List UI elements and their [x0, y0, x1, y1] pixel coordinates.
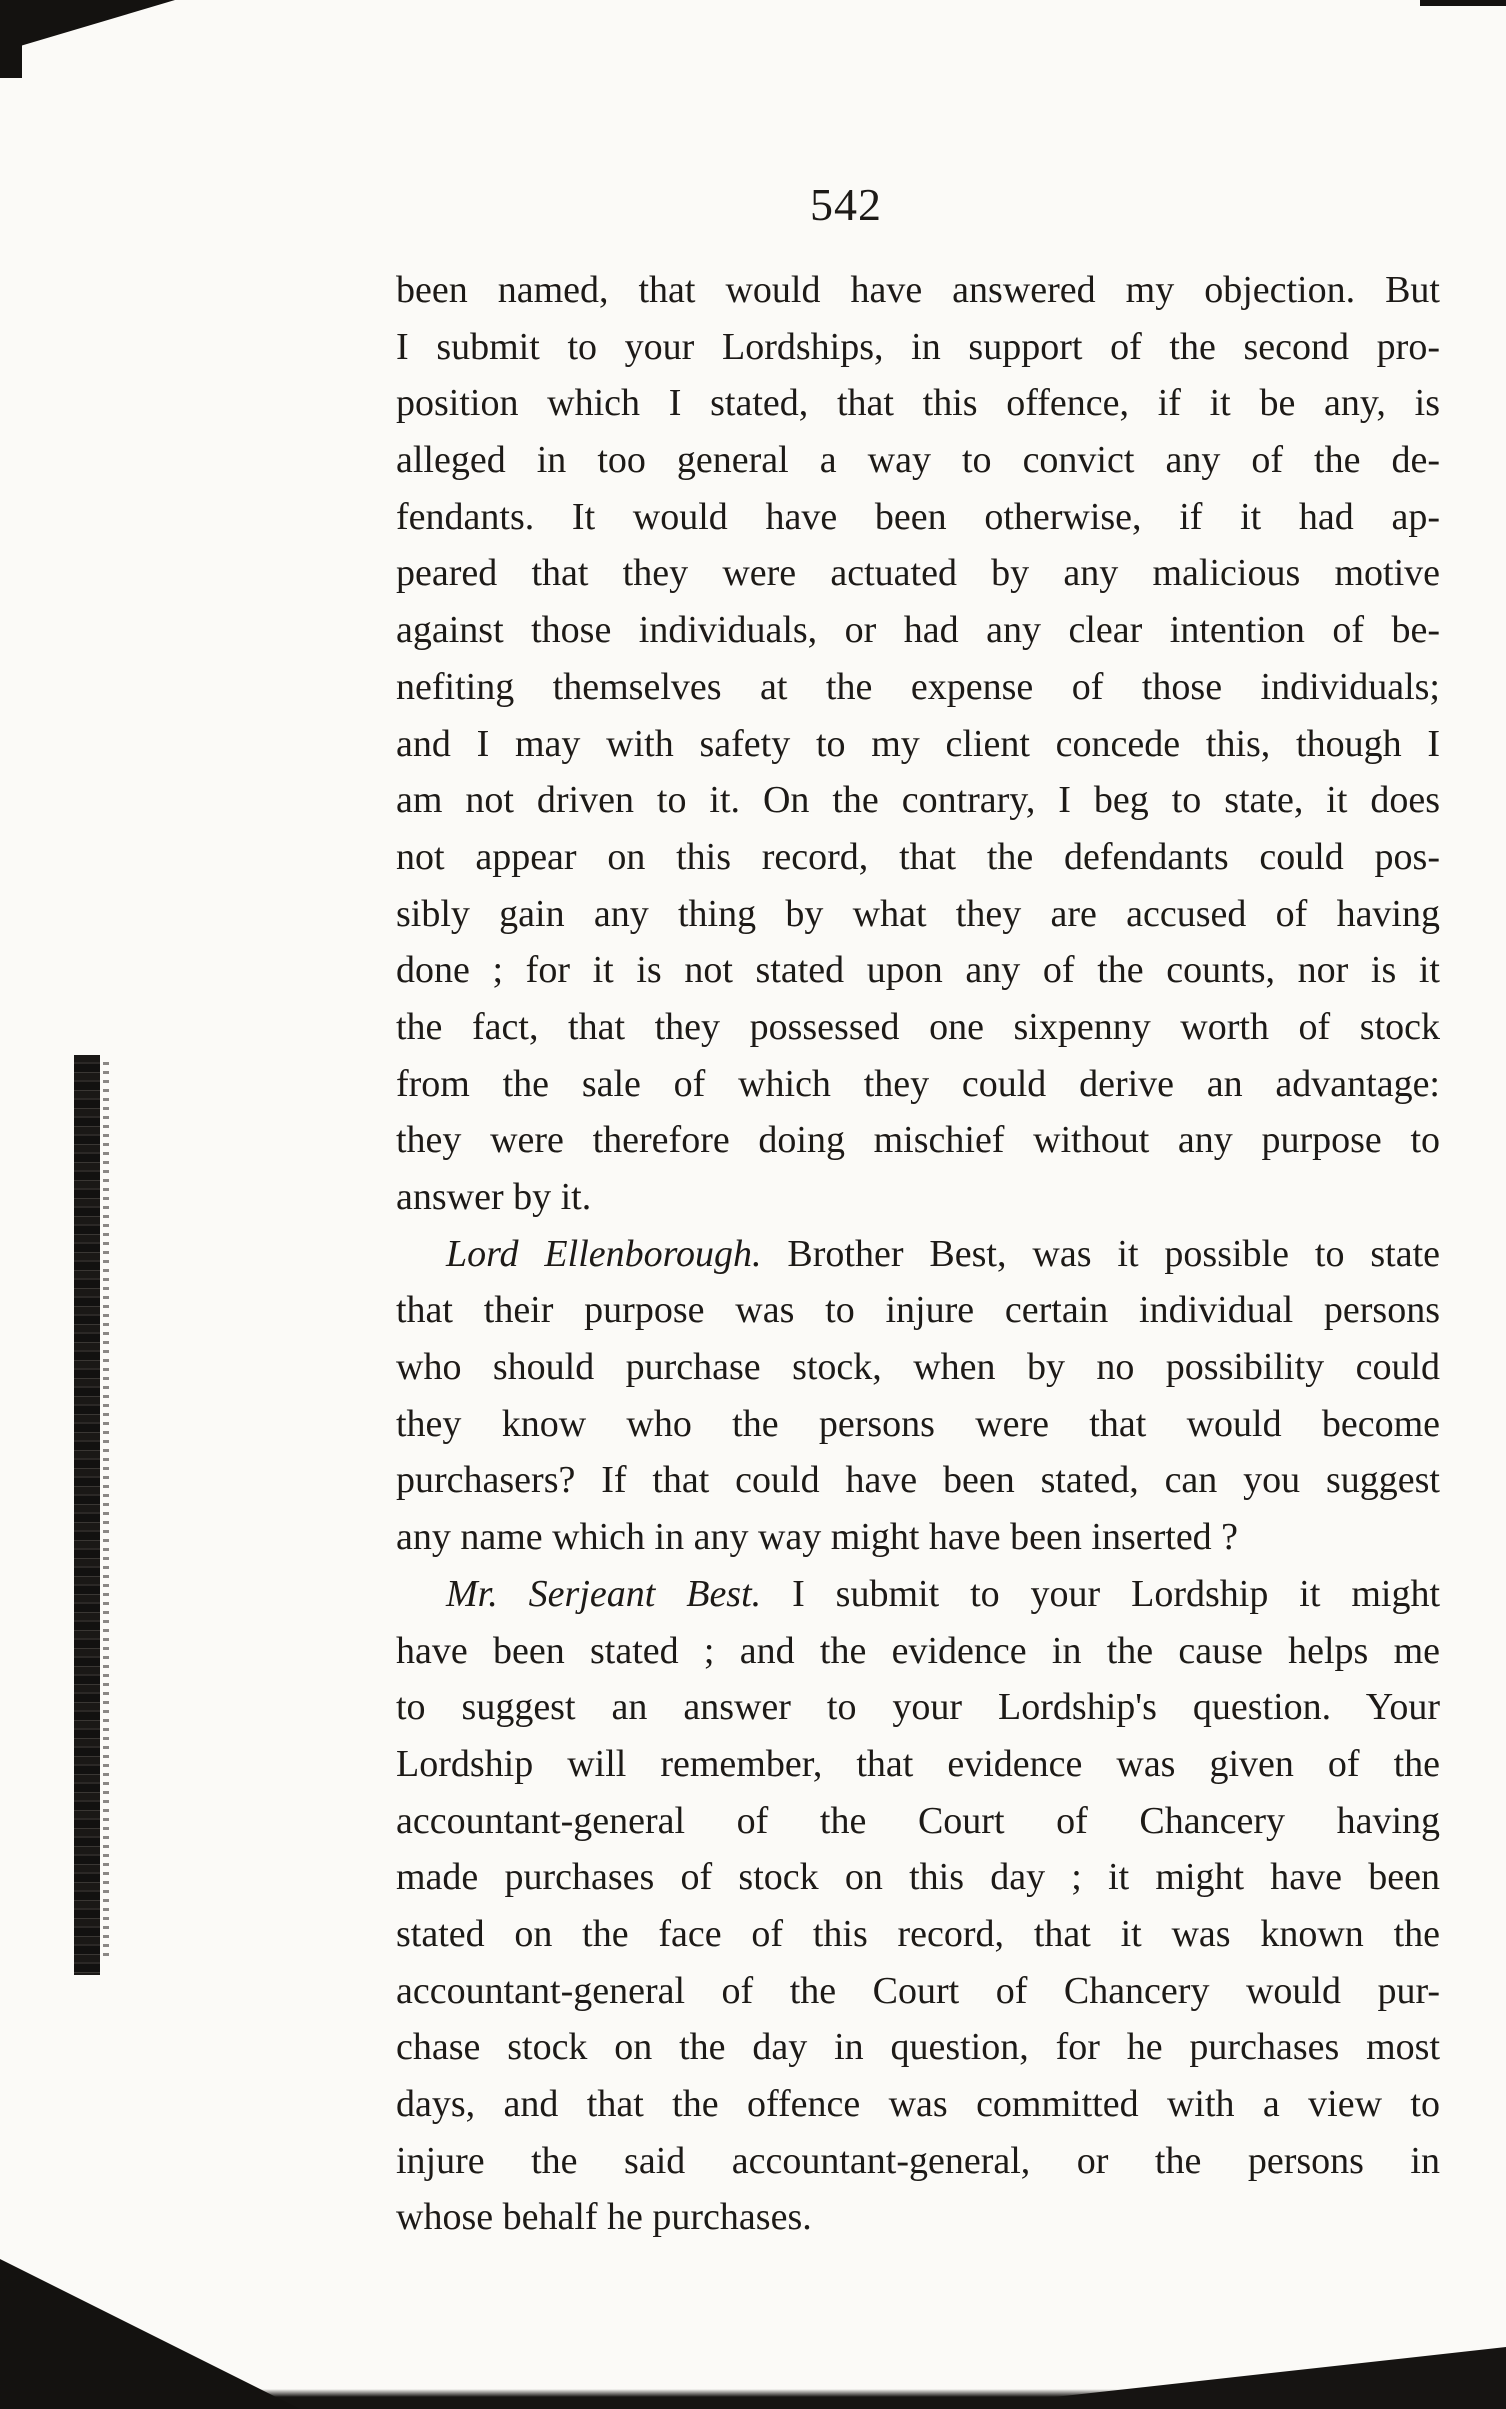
speaker-name: Lord Ellenborough.	[446, 1232, 762, 1275]
text-line: who should purchase stock, when by no possibility could	[396, 1346, 1440, 1389]
text-line: and I may with safety to my client concede this, though I	[396, 722, 1440, 765]
scan-edge-top-left	[0, 0, 175, 52]
text-line: done ; for it is not stated upon any of the counts, nor is it	[396, 949, 1440, 992]
text-line: answer by it.	[396, 1176, 592, 1218]
text-line: peared that they were actuated by any malicious motive	[396, 552, 1440, 595]
text-line: that their purpose was to injure certain individual persons	[396, 1289, 1440, 1332]
text-line: they know who the persons were that would become	[396, 1402, 1440, 1445]
text-line: they were therefore doing mischief without any purpose to	[396, 1119, 1440, 1162]
scan-edge-left-top	[0, 0, 22, 78]
text-line	[396, 1566, 1440, 1623]
paragraph-lord-ellenborough	[396, 1226, 1440, 1566]
text-line: sibly gain any thing by what they are accused of having	[396, 892, 1440, 935]
text-line: made purchases of stock on this day ; it might have been	[396, 1856, 1440, 1899]
text-line	[396, 1226, 1440, 1283]
text-line: am not driven to it. On the contrary, I beg to state, it does	[396, 779, 1440, 822]
text-line: the fact, that they possessed one sixpenny worth of stock	[396, 1005, 1440, 1048]
text-line: accountant-general of the Court of Chancery would pur-	[396, 1969, 1440, 2012]
text-line: Lordship will remember, that evidence was given of the	[396, 1742, 1440, 1785]
text-line: I submit to your Lordships, in support of the second pro-	[396, 325, 1440, 368]
text-line: not appear on this record, that the defendants could pos-	[396, 835, 1440, 878]
text-line: position which I stated, that this offence, if it be any, is	[396, 382, 1440, 425]
page-body	[396, 262, 1440, 2246]
text-line: purchasers? If that could have been stated, can you suggest	[396, 1459, 1440, 1502]
speaker-name: Mr. Serjeant Best.	[446, 1572, 762, 1615]
speech-opening: I submit to your Lordship it might	[792, 1572, 1441, 1615]
scan-edge-top-right	[1420, 0, 1506, 16]
paragraph-serjeant-best	[396, 1566, 1440, 2246]
page-number: 542	[810, 179, 882, 230]
book-binding-edge	[74, 1055, 100, 1975]
text-line: stated on the face of this record, that it was known the	[396, 1912, 1440, 1955]
text-line: chase stock on the day in question, for he purchases most	[396, 2026, 1440, 2069]
text-line: against those individuals, or had any clear intention of be-	[396, 609, 1440, 652]
text-line: injure the said accountant-general, or the persons in	[396, 2139, 1440, 2182]
text-line: any name which in any way might have been inserted ?	[396, 1516, 1239, 1559]
text-line: have been stated ; and the evidence in the cause helps me	[396, 1629, 1440, 1672]
text-line: whose behalf he purchases.	[396, 2196, 812, 2239]
text-line: to suggest an answer to your Lordship's question. Your	[396, 1686, 1440, 1729]
speech-opening: Brother Best, was it possible to state	[787, 1232, 1440, 1275]
text-line: alleged in too general a way to convict any of the de-	[396, 439, 1440, 482]
text-line: from the sale of which they could derive an advantage:	[396, 1062, 1440, 1105]
text-line: days, and that the offence was committed with a view to	[396, 2083, 1440, 2125]
paragraph-argument	[396, 262, 1440, 1226]
book-binding-shadow	[103, 1062, 109, 1962]
scan-edge-bottom-right	[946, 2347, 1506, 2409]
text-line: nefiting themselves at the expense of those individuals;	[396, 665, 1440, 708]
text-line: accountant-general of the Court of Chancery having	[396, 1799, 1440, 1842]
text-line: fendants. It would have been otherwise, if it had ap-	[396, 495, 1440, 538]
text-line: been named, that would have answered my objection. But	[396, 269, 1440, 311]
scan-edge-bottom-left	[0, 2259, 300, 2409]
